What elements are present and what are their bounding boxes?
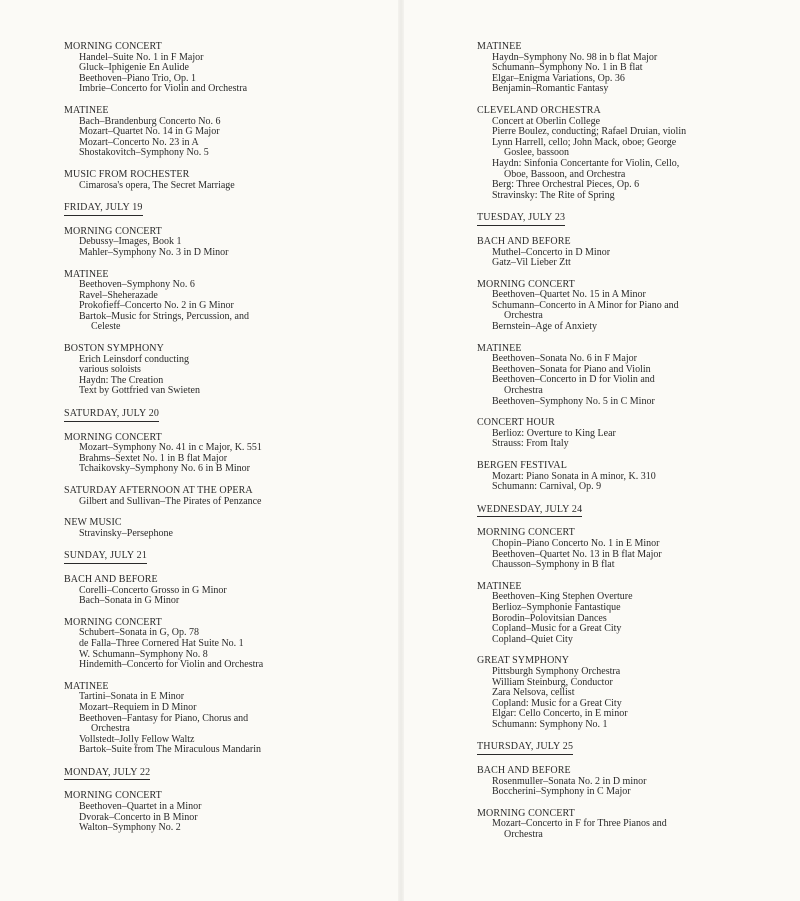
program-item: Zara Nelsova, cellist bbox=[492, 687, 575, 699]
program-title: CLEVELAND ORCHESTRA bbox=[477, 104, 601, 116]
program-item: Ravel–Sheherazade bbox=[79, 289, 158, 301]
program-item: Muthel–Concerto in D Minor bbox=[492, 246, 611, 258]
program-item: Dvorak–Concerto in B Minor bbox=[79, 811, 198, 823]
program-block bbox=[64, 344, 364, 397]
program-item: Beethoven–Piano Trio, Op. 1 bbox=[79, 72, 196, 84]
program-block bbox=[477, 461, 722, 493]
date-heading bbox=[64, 408, 364, 433]
program-block bbox=[64, 486, 364, 507]
program-item: Stravinsky: The Rite of Spring bbox=[492, 189, 615, 201]
program-item: Chausson–Symphony in B flat bbox=[492, 559, 615, 571]
date-heading-text: WEDNESDAY, JULY 24 bbox=[477, 505, 582, 518]
program-block bbox=[64, 518, 364, 539]
program-item: Prokofieff–Concerto No. 2 in G Minor bbox=[79, 300, 234, 312]
date-heading-text: MONDAY, JULY 22 bbox=[64, 768, 150, 781]
program-item: Orchestra bbox=[504, 829, 543, 841]
program-item: Brahms–Sextet No. 1 in B flat Major bbox=[79, 452, 228, 464]
program-item: W. Schumann–Symphony No. 8 bbox=[79, 648, 208, 660]
program-item: Shostakovitch–Symphony No. 5 bbox=[79, 147, 209, 159]
program-title: BACH AND BEFORE bbox=[64, 573, 158, 585]
date-heading-text: THURSDAY, JULY 25 bbox=[477, 742, 573, 755]
program-item: Haydn–Symphony No. 98 in b flat Major bbox=[492, 51, 658, 63]
program-item: Gatz–Vil Lieber Ztt bbox=[492, 257, 571, 269]
program-item: Chopin–Piano Concerto No. 1 in E Minor bbox=[492, 537, 660, 549]
program-item: Berlioz–Symphonie Fantastique bbox=[492, 601, 621, 613]
program-item: Erich Leinsdorf conducting bbox=[79, 353, 189, 365]
program-item: Tartini–Sonata in E Minor bbox=[79, 691, 185, 703]
date-heading-text: TUESDAY, JULY 23 bbox=[477, 213, 565, 226]
program-title: CONCERT HOUR bbox=[477, 417, 555, 429]
program-item: Beethoven–Concerto in D for Violin and bbox=[492, 374, 655, 386]
program-block bbox=[64, 433, 364, 475]
date-heading bbox=[477, 212, 722, 237]
program-title: SATURDAY AFTERNOON AT THE OPERA bbox=[64, 485, 253, 496]
program-item: Oboe, Bassoon, and Orchestra bbox=[504, 168, 626, 180]
program-item: Pierre Boulez, conducting; Rafael Druian, violin bbox=[492, 126, 687, 138]
program-item: Walton–Symphony No. 2 bbox=[79, 822, 181, 834]
program-block bbox=[477, 766, 722, 798]
program-item: Schumann–Concerto in A Minor for Piano and bbox=[492, 299, 679, 311]
program-item: Orchestra bbox=[91, 723, 130, 735]
program-item: Mozart–Symphony No. 41 in c Major, K. 551 bbox=[79, 442, 262, 454]
program-item: Beethoven–Fantasy for Piano, Chorus and bbox=[79, 712, 249, 724]
program-item: Bartok–Music for Strings, Percussion, and bbox=[79, 310, 249, 322]
program-title: MORNING CONCERT bbox=[64, 790, 162, 802]
page-gutter bbox=[398, 0, 404, 901]
program-title: NEW MUSIC bbox=[64, 517, 122, 529]
program-title: MORNING CONCERT bbox=[477, 278, 575, 290]
program-title: MATINEE bbox=[64, 680, 109, 692]
program-item: Bernstein–Age of Anxiety bbox=[492, 321, 597, 333]
program-item: Mozart: Piano Sonata in A minor, K. 310 bbox=[492, 470, 656, 482]
program-item: Beethoven–Sonata No. 6 in F Major bbox=[492, 353, 637, 365]
program-title: MATINEE bbox=[477, 342, 522, 354]
program-item: Beethoven–King Stephen Overture bbox=[492, 591, 633, 603]
date-heading bbox=[64, 202, 364, 227]
program-block bbox=[477, 106, 722, 201]
program-item: Borodin–Polovitsian Dances bbox=[492, 612, 607, 624]
program-title: BOSTON SYMPHONY bbox=[64, 343, 164, 355]
program-item: Beethoven–Quartet No. 15 in A Minor bbox=[492, 289, 646, 301]
program-block bbox=[477, 656, 722, 730]
program-item: Concert at Oberlin College bbox=[492, 115, 601, 127]
program-item: Gluck–Iphigenie En Aulide bbox=[79, 62, 189, 74]
program-item: Berg: Three Orchestral Pieces, Op. 6 bbox=[492, 179, 640, 191]
program-item: Gilbert and Sullivan–The Pirates of Penzance bbox=[79, 495, 262, 507]
program-item: Goslee, bassoon bbox=[504, 147, 569, 159]
program-item: Mozart–Requiem in D Minor bbox=[79, 701, 197, 713]
program-block bbox=[64, 270, 364, 334]
program-item: Handel–Suite No. 1 in F Major bbox=[79, 51, 204, 63]
program-block bbox=[64, 170, 364, 191]
program-item: Copland: Music for a Great City bbox=[492, 697, 622, 709]
program-item: Mozart–Quartet No. 14 in G Major bbox=[79, 126, 220, 138]
program-title: MATINEE bbox=[477, 41, 522, 52]
program-item: Strauss: From Italy bbox=[492, 438, 569, 450]
program-title: MORNING CONCERT bbox=[64, 616, 162, 628]
program-item: Bach–Sonata in G Minor bbox=[79, 595, 180, 607]
program-item: Schumann: Carnival, Op. 9 bbox=[492, 481, 602, 493]
program-block bbox=[477, 528, 722, 570]
program-title: MATINEE bbox=[477, 580, 522, 592]
program-item: Elgar: Cello Concerto, in E minor bbox=[492, 708, 628, 720]
program-block bbox=[64, 227, 364, 259]
program-item: Mozart–Concerto in F for Three Pianos and bbox=[492, 818, 667, 830]
program-title: MORNING CONCERT bbox=[477, 527, 575, 539]
program-item: William Steinburg, Conductor bbox=[492, 676, 613, 688]
program-item: various soloists bbox=[79, 364, 141, 376]
program-block bbox=[477, 42, 722, 95]
program-item: Elgar–Enigma Variations, Op. 36 bbox=[492, 72, 625, 84]
date-heading bbox=[477, 741, 722, 766]
program-title: MATINEE bbox=[64, 268, 109, 280]
program-item: Boccherini–Symphony in C Major bbox=[492, 786, 631, 798]
program-item: Celeste bbox=[91, 321, 121, 333]
program-item: Text by Gottfried van Swieten bbox=[79, 385, 200, 397]
program-item: Mahler–Symphony No. 3 in D Minor bbox=[79, 246, 229, 258]
program-item: Schumann: Symphony No. 1 bbox=[492, 718, 608, 730]
left-column bbox=[64, 42, 364, 845]
program-block bbox=[64, 791, 364, 833]
date-heading-text: FRIDAY, JULY 19 bbox=[64, 203, 143, 216]
program-title: MORNING CONCERT bbox=[64, 225, 162, 237]
date-heading-text: SUNDAY, JULY 21 bbox=[64, 551, 147, 564]
program-item: Benjamin–Romantic Fantasy bbox=[492, 83, 609, 95]
program-item: Copland–Music for a Great City bbox=[492, 623, 622, 635]
program-item: Imbrie–Concerto for Violin and Orchestra bbox=[79, 83, 248, 95]
program-block bbox=[477, 809, 722, 841]
program-title: MUSIC FROM ROCHESTER bbox=[64, 168, 190, 180]
program-title: MORNING CONCERT bbox=[64, 41, 162, 52]
program-block bbox=[64, 618, 364, 671]
program-title: MATINEE bbox=[64, 104, 109, 116]
program-item: Schumann–Symphony No. 1 in B flat bbox=[492, 62, 643, 74]
right-column bbox=[477, 42, 722, 852]
program-item: Beethoven–Symphony No. 6 bbox=[79, 279, 195, 291]
program-item: Debussy–Images, Book 1 bbox=[79, 236, 182, 248]
program-item: Beethoven–Symphony No. 5 in C Minor bbox=[492, 395, 655, 407]
program-block bbox=[64, 575, 364, 607]
program-item: Mozart–Concerto No. 23 in A bbox=[79, 136, 199, 148]
program-item: Lynn Harrell, cello; John Mack, oboe; George bbox=[492, 136, 677, 148]
program-title: BACH AND BEFORE bbox=[477, 235, 571, 247]
program-item: Vollstedt–Jolly Fellow Waltz bbox=[79, 733, 195, 745]
program-title: MORNING CONCERT bbox=[477, 807, 575, 819]
program-item: Tchaikovsky–Symphony No. 6 in B Minor bbox=[79, 463, 250, 475]
program-block bbox=[64, 42, 364, 95]
program-item: Corelli–Concerto Grosso in G Minor bbox=[79, 584, 227, 596]
program-item: Copland–Quiet City bbox=[492, 633, 573, 645]
program-item: Orchestra bbox=[504, 310, 543, 322]
program-item: Rosenmuller–Sonata No. 2 in D minor bbox=[492, 775, 647, 787]
program-block bbox=[64, 106, 364, 159]
program-item: Bach–Brandenburg Concerto No. 6 bbox=[79, 115, 221, 127]
program-item: Stravinsky–Persephone bbox=[79, 527, 173, 539]
program-title: BERGEN FESTIVAL bbox=[477, 460, 567, 471]
program-block bbox=[64, 682, 364, 756]
program-block bbox=[477, 582, 722, 646]
program-item: Berlioz: Overture to King Lear bbox=[492, 427, 616, 439]
program-item: Schubert–Sonata in G, Op. 78 bbox=[79, 627, 199, 639]
program-item: Beethoven–Quartet in a Minor bbox=[79, 801, 202, 813]
program-block bbox=[477, 344, 722, 408]
program-item: de Falla–Three Cornered Hat Suite No. 1 bbox=[79, 637, 244, 649]
date-heading bbox=[64, 767, 364, 792]
program-item: Haydn: Sinfonia Concertante for Violin, Cello, bbox=[492, 157, 680, 169]
program-item: Cimarosa's opera, The Secret Marriage bbox=[79, 179, 235, 191]
program-title: GREAT SYMPHONY bbox=[477, 655, 570, 667]
program-block bbox=[477, 418, 722, 450]
date-heading bbox=[64, 550, 364, 575]
program-item: Orchestra bbox=[504, 385, 543, 397]
program-block bbox=[477, 237, 722, 269]
program-title: MORNING CONCERT bbox=[64, 431, 162, 443]
program-item: Hindemith–Concerto for Violin and Orchestra bbox=[79, 659, 264, 671]
date-heading bbox=[477, 504, 722, 529]
program-item: Beethoven–Quartet No. 13 in B flat Major bbox=[492, 548, 662, 560]
date-heading-text: SATURDAY, JULY 20 bbox=[64, 409, 159, 422]
program-title: BACH AND BEFORE bbox=[477, 765, 571, 777]
program-item: Haydn: The Creation bbox=[79, 374, 164, 386]
program-item: Beethoven–Sonata for Piano and Violin bbox=[492, 363, 651, 375]
program-item: Bartok–Suite from The Miraculous Mandarin bbox=[79, 744, 262, 756]
program-item: Pittsburgh Symphony Orchestra bbox=[492, 665, 621, 677]
program-block bbox=[477, 280, 722, 333]
